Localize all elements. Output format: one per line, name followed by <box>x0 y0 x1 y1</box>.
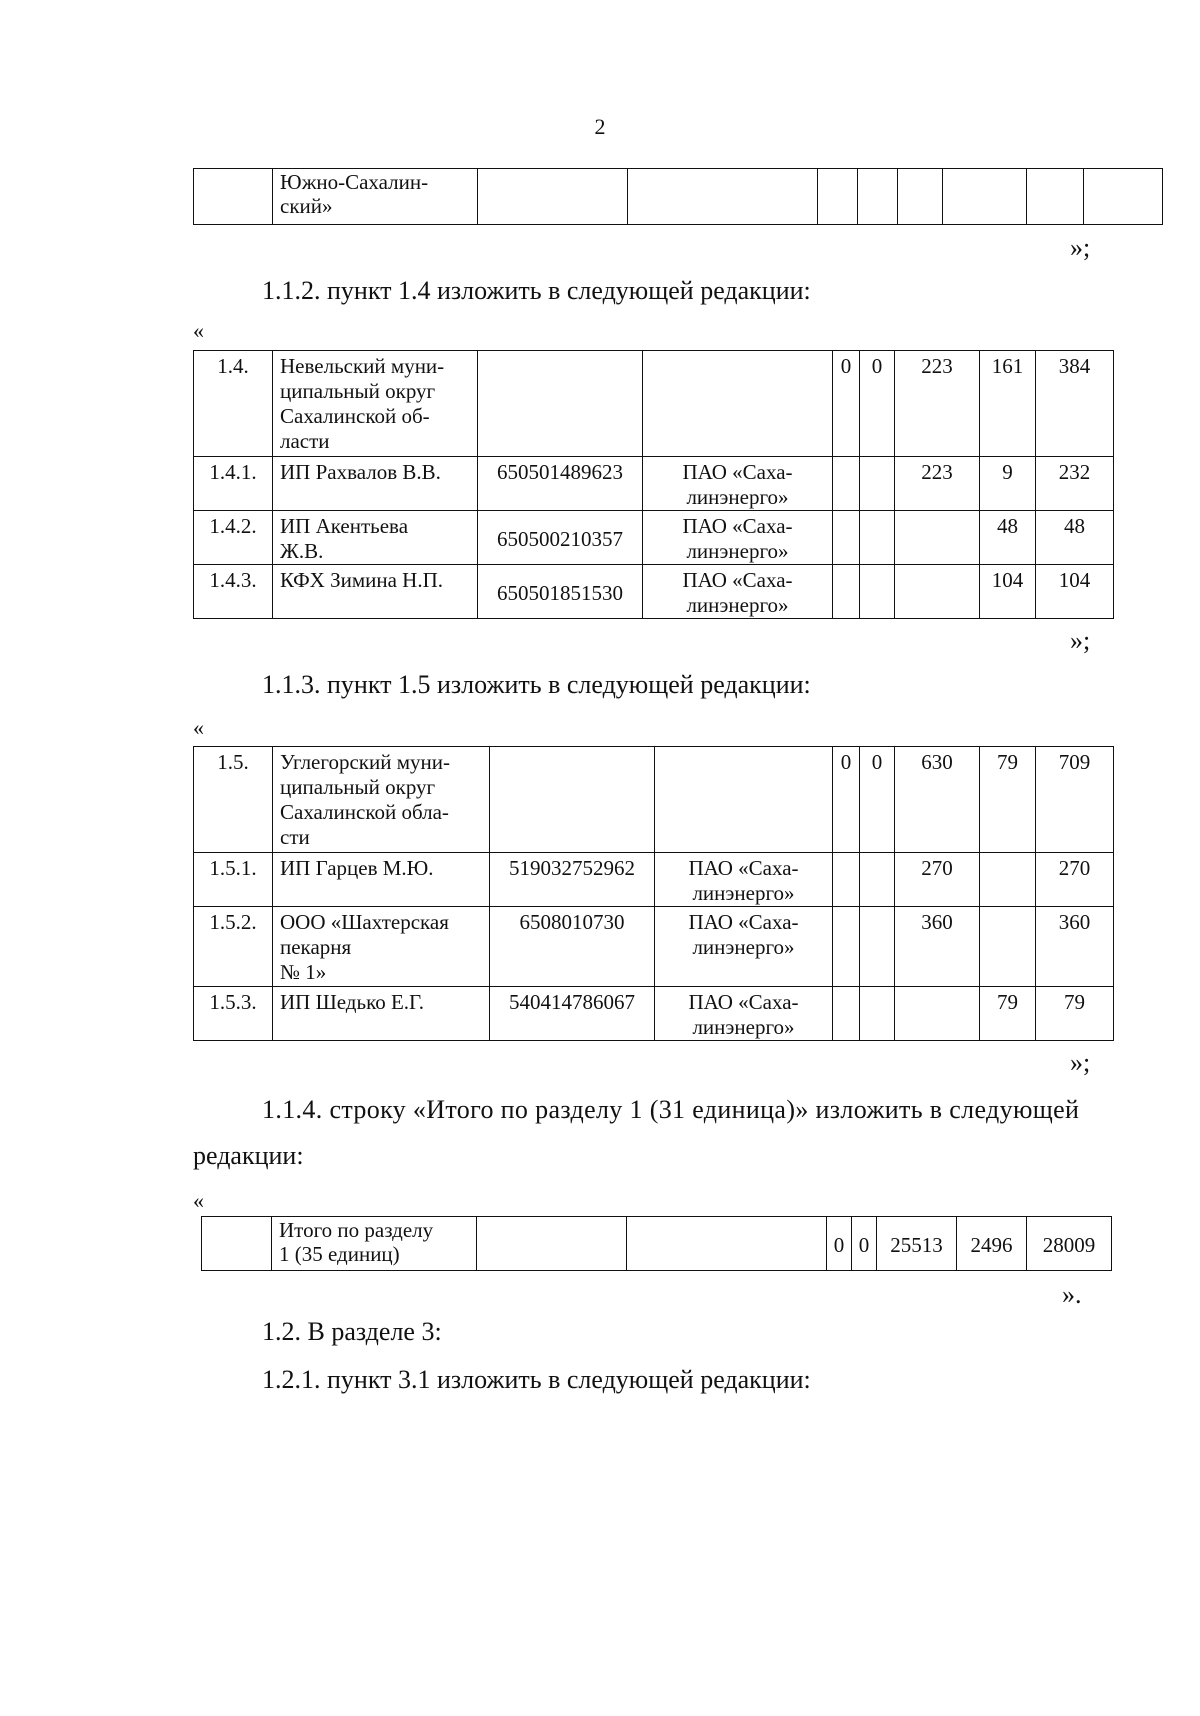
table-cell <box>627 1217 827 1271</box>
table-cell <box>1027 169 1084 225</box>
row-value-4: 104 <box>980 565 1036 619</box>
row-value-1 <box>833 987 860 1041</box>
row-value-2: 0 <box>860 351 895 457</box>
table-cell <box>628 169 818 225</box>
row-name: Итого по разделу 1 (35 единиц) <box>272 1217 477 1271</box>
row-value-4 <box>980 907 1036 987</box>
row-number: 1.4.2. <box>194 511 273 565</box>
page-number: 2 <box>594 114 606 139</box>
row-name: ИП Рахвалов В.В. <box>273 457 478 511</box>
row-value-3: 223 <box>895 351 980 457</box>
closing-quote: »; <box>1070 626 1091 655</box>
row-number: 1.4.3. <box>194 565 273 619</box>
row-name: Невельский муни- ципальный округ Сахалинской об- ласти <box>273 351 478 457</box>
row-inn: 540414786067 <box>490 987 655 1041</box>
row-inn: 6508010730 <box>490 907 655 987</box>
row-inn: 650501851530 <box>478 565 643 619</box>
table-row <box>194 987 1114 1041</box>
row-inn <box>490 747 655 853</box>
row-value-2 <box>860 457 895 511</box>
closing-quote: »; <box>1070 1048 1091 1077</box>
row-value-3: 25513 <box>877 1217 957 1271</box>
row-number: 1.5.1. <box>194 853 273 907</box>
row-value-5: 232 <box>1036 457 1114 511</box>
row-value-2 <box>860 853 895 907</box>
row-inn: 519032752962 <box>490 853 655 907</box>
row-value-1: 0 <box>827 1217 852 1271</box>
table-cell <box>858 169 898 225</box>
row-number: 1.4.1. <box>194 457 273 511</box>
table-row <box>194 351 1114 457</box>
table-1-5 <box>193 746 1114 1041</box>
row-value-5: 48 <box>1036 511 1114 565</box>
row-value-2: 0 <box>860 747 895 853</box>
row-value-2: 0 <box>852 1217 877 1271</box>
row-value-3 <box>895 511 980 565</box>
table-cell <box>202 1217 272 1271</box>
row-org: ПАО «Саха- линэнерго» <box>655 987 833 1041</box>
table-row <box>194 565 1114 619</box>
table-cell <box>478 169 628 225</box>
closing-quote: ». <box>1062 1280 1082 1309</box>
table-row <box>194 747 1114 853</box>
closing-quote: »; <box>1070 233 1091 262</box>
row-org: ПАО «Саха- линэнерго» <box>655 853 833 907</box>
row-value-3 <box>895 565 980 619</box>
section-1-1-2: 1.1.2. пункт 1.4 изложить в следующей редакции: <box>262 276 811 305</box>
opening-quote: « <box>193 715 204 740</box>
table-row <box>194 457 1114 511</box>
table-cell <box>818 169 858 225</box>
row-name: ИП Гарцев М.Ю. <box>273 853 490 907</box>
row-value-2 <box>860 987 895 1041</box>
row-org <box>655 747 833 853</box>
row-value-5: 384 <box>1036 351 1114 457</box>
row-inn: 650501489623 <box>478 457 643 511</box>
table-row <box>202 1217 1112 1271</box>
row-inn: 650500210357 <box>478 511 643 565</box>
row-value-2 <box>860 907 895 987</box>
table-cell <box>477 1217 627 1271</box>
section-1-1-4-line-2: редакции: <box>193 1141 304 1170</box>
row-value-1 <box>833 511 860 565</box>
row-value-4 <box>980 853 1036 907</box>
row-value-5: 28009 <box>1027 1217 1112 1271</box>
row-value-1: 0 <box>833 747 860 853</box>
row-name: ИП Акентьева Ж.В. <box>273 511 478 565</box>
table-cell-name: Южно-Сахалин- ский» <box>273 169 478 225</box>
table-row <box>194 853 1114 907</box>
row-value-1 <box>833 565 860 619</box>
row-value-1 <box>833 457 860 511</box>
row-value-3: 360 <box>895 907 980 987</box>
row-value-5: 79 <box>1036 987 1114 1041</box>
row-org: ПАО «Саха- линэнерго» <box>643 511 833 565</box>
top-table <box>193 168 1163 225</box>
row-value-2 <box>860 511 895 565</box>
table-cell <box>898 169 943 225</box>
row-org: ПАО «Саха- линэнерго» <box>655 907 833 987</box>
section-1-1-4-line-1: 1.1.4. строку «Итого по разделу 1 (31 единица)» изложить в следующей <box>262 1095 1080 1124</box>
row-value-4: 2496 <box>957 1217 1027 1271</box>
row-value-1: 0 <box>833 351 860 457</box>
row-number: 1.5. <box>194 747 273 853</box>
total-table <box>201 1216 1112 1271</box>
section-1-1-3: 1.1.3. пункт 1.5 изложить в следующей редакции: <box>262 670 811 699</box>
row-org <box>643 351 833 457</box>
row-value-5: 709 <box>1036 747 1114 853</box>
opening-quote: « <box>193 1188 204 1213</box>
row-inn <box>478 351 643 457</box>
row-value-3: 270 <box>895 853 980 907</box>
row-value-4: 161 <box>980 351 1036 457</box>
row-value-5: 104 <box>1036 565 1114 619</box>
row-number: 1.5.3. <box>194 987 273 1041</box>
table-row <box>194 907 1114 987</box>
table-cell <box>1084 169 1163 225</box>
row-value-3: 630 <box>895 747 980 853</box>
opening-quote: « <box>193 318 204 343</box>
row-value-4: 79 <box>980 747 1036 853</box>
table-row <box>194 511 1114 565</box>
row-name: ООО «Шахтерская пекарня № 1» <box>273 907 490 987</box>
row-org: ПАО «Саха- линэнерго» <box>643 457 833 511</box>
table-cell <box>943 169 1027 225</box>
table-cell <box>194 169 273 225</box>
row-value-5: 360 <box>1036 907 1114 987</box>
row-name: ИП Шедько Е.Г. <box>273 987 490 1041</box>
row-value-2 <box>860 565 895 619</box>
row-value-4: 9 <box>980 457 1036 511</box>
row-value-4: 48 <box>980 511 1036 565</box>
section-1-2: 1.2. В разделе 3: <box>262 1317 442 1346</box>
row-number: 1.4. <box>194 351 273 457</box>
row-name: Углегорский муни- ципальный округ Сахалинской обла- сти <box>273 747 490 853</box>
section-1-2-1: 1.2.1. пункт 3.1 изложить в следующей редакции: <box>262 1365 811 1394</box>
row-value-1 <box>833 907 860 987</box>
row-name: КФХ Зимина Н.П. <box>273 565 478 619</box>
row-value-5: 270 <box>1036 853 1114 907</box>
row-org: ПАО «Саха- линэнерго» <box>643 565 833 619</box>
row-value-4: 79 <box>980 987 1036 1041</box>
row-number: 1.5.2. <box>194 907 273 987</box>
row-value-1 <box>833 853 860 907</box>
table-1-4 <box>193 350 1114 619</box>
row-value-3: 223 <box>895 457 980 511</box>
row-value-3 <box>895 987 980 1041</box>
